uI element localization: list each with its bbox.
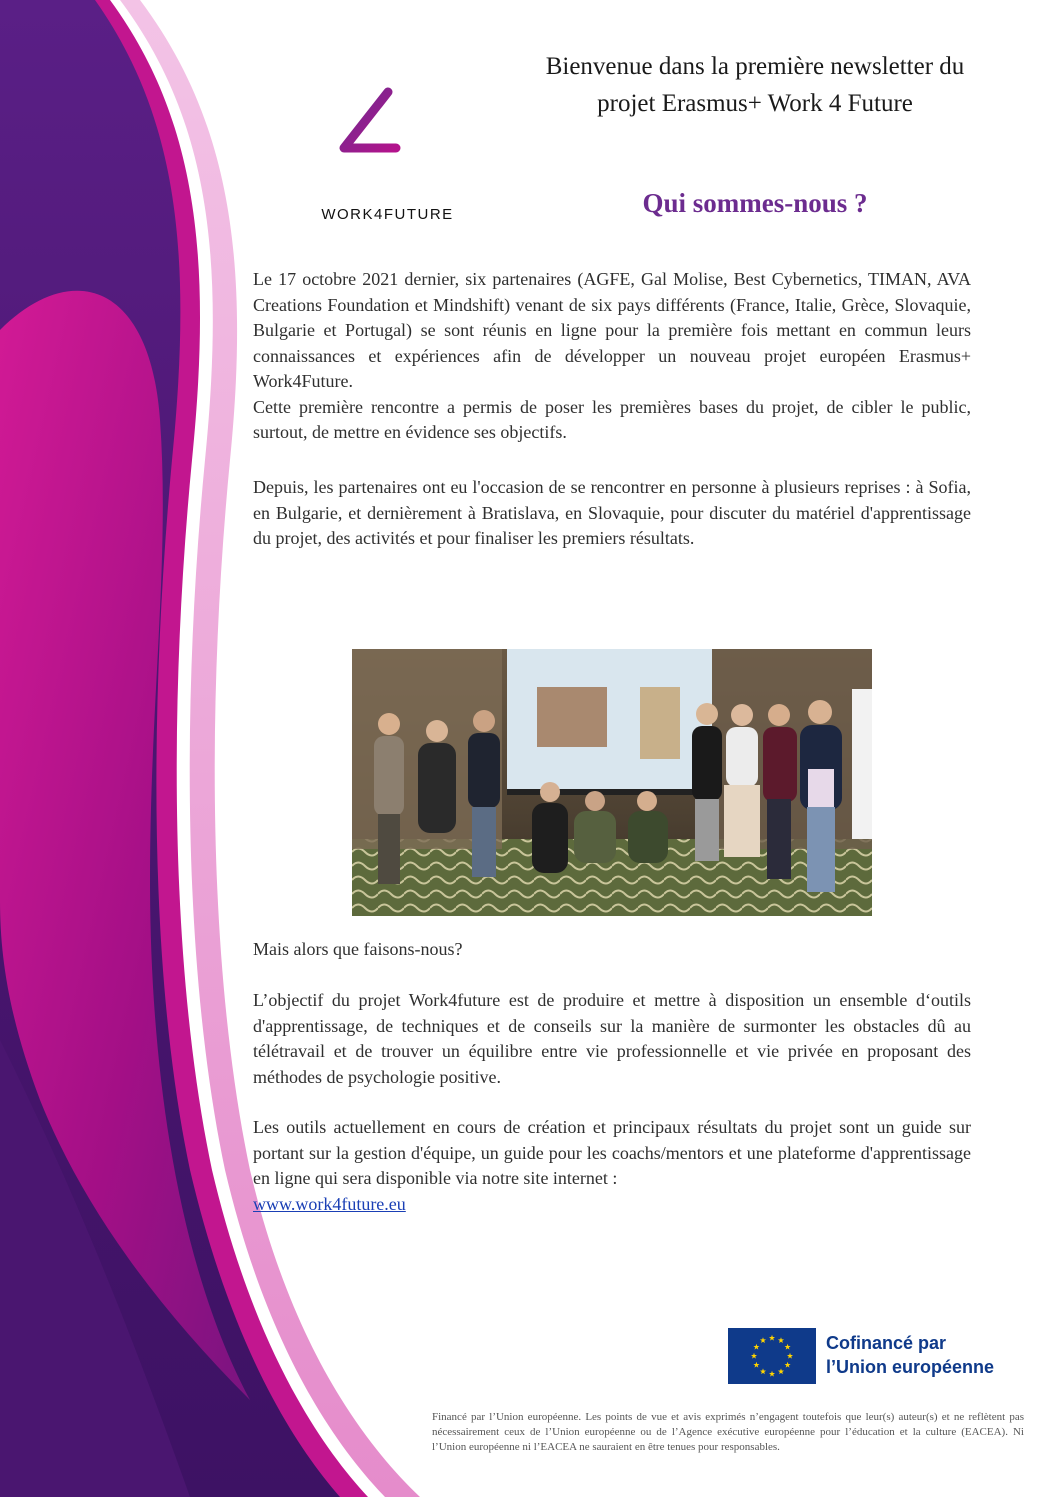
paragraph-2: Depuis, les partenaires ont eu l'occasion de se rencontrer en personne à plusieurs reprises : à Sofia, en Bulgarie, et dernièrement à Bratislava, en Slovaquie, pour discuter du matériel d'apprentissage du projet, des activités et pour finaliser les premiers résultats. — [253, 477, 971, 548]
eu-line1: Cofinancé par — [826, 1333, 947, 1353]
paragraph-4-text: Les outils actuellement en cours de création et principaux résultats du projet sont un guide sur portant sur la gestion d'équipe, un guide pour les coachs/mentors et une plateforme d'apprentissage en ligne qui sera disponible via notre site internet : — [253, 1117, 971, 1188]
funding-disclaimer: Financé par l’Union européenne. Les points de vue et avis exprimés n’engagent toutefois que leur(s) auteur(s) et ne reflètent pas nécessairement ceux de l’Union européenne ou de l’Agence exécutive européenne pour l’éducation et la culture (EACEA). Ni l’Union européenne ni l’EACEA ne sauraient en être tenues pour responsables. — [432, 1411, 1024, 1453]
question-heading: Mais alors que faisons-nous? — [253, 939, 463, 959]
objective-paragraph — [253, 988, 971, 1090]
newsletter-header — [470, 48, 1040, 122]
paragraph-4 — [253, 1115, 971, 1217]
eu-line2: l’Union européenne — [826, 1357, 995, 1377]
meetings-paragraph — [253, 475, 971, 552]
logo-wordmark: WORK4FUTURE — [321, 206, 454, 223]
header-title-line1: Bienvenue dans la première newsletter du — [545, 53, 965, 80]
paragraph-3: L’objectif du projet Work4future est de produire et mettre à disposition un ensemble d‘outils d'apprentissage, de techniques et de conseils sur la manière de surmonter les obstacles dû au télétravail et de trouver un équilibre entre vie professionnelle et vie privée en proposant des méthodes de psychologie positive. — [253, 990, 971, 1087]
group-photo — [352, 649, 872, 916]
eu-cofunding-label — [826, 1331, 1026, 1379]
eu-flag-icon — [728, 1328, 816, 1384]
header-title-line2: projet Erasmus+ Work 4 Future — [597, 90, 913, 117]
work4future-logo — [300, 86, 480, 226]
intro-paragraph — [253, 267, 971, 446]
paragraph-1b: Cette première rencontre a permis de poser les premières bases du projet, de cibler le public, surtout, de mettre en évidence ses objectifs. — [253, 396, 971, 442]
tools-paragraph — [253, 1115, 971, 1217]
website-link[interactable]: www.work4future.eu — [253, 1193, 406, 1214]
section-title: Qui sommes-nous ? — [642, 188, 868, 218]
paragraph-1a: Le 17 octobre 2021 dernier, six partenaires (AGFE, Gal Molise, Best Cybernetics, TIMAN, AVA Creations Foundation et Mindshift) venant de six pays différents (France, Italie, Grèce, Slovaquie, Bulgarie et Portugal) se sont réunis en ligne pour la première fois mettant en commun leurs connaissances et expériences afin de développer un nouveau projet européen Erasmus+ Work4Future. — [253, 269, 971, 391]
